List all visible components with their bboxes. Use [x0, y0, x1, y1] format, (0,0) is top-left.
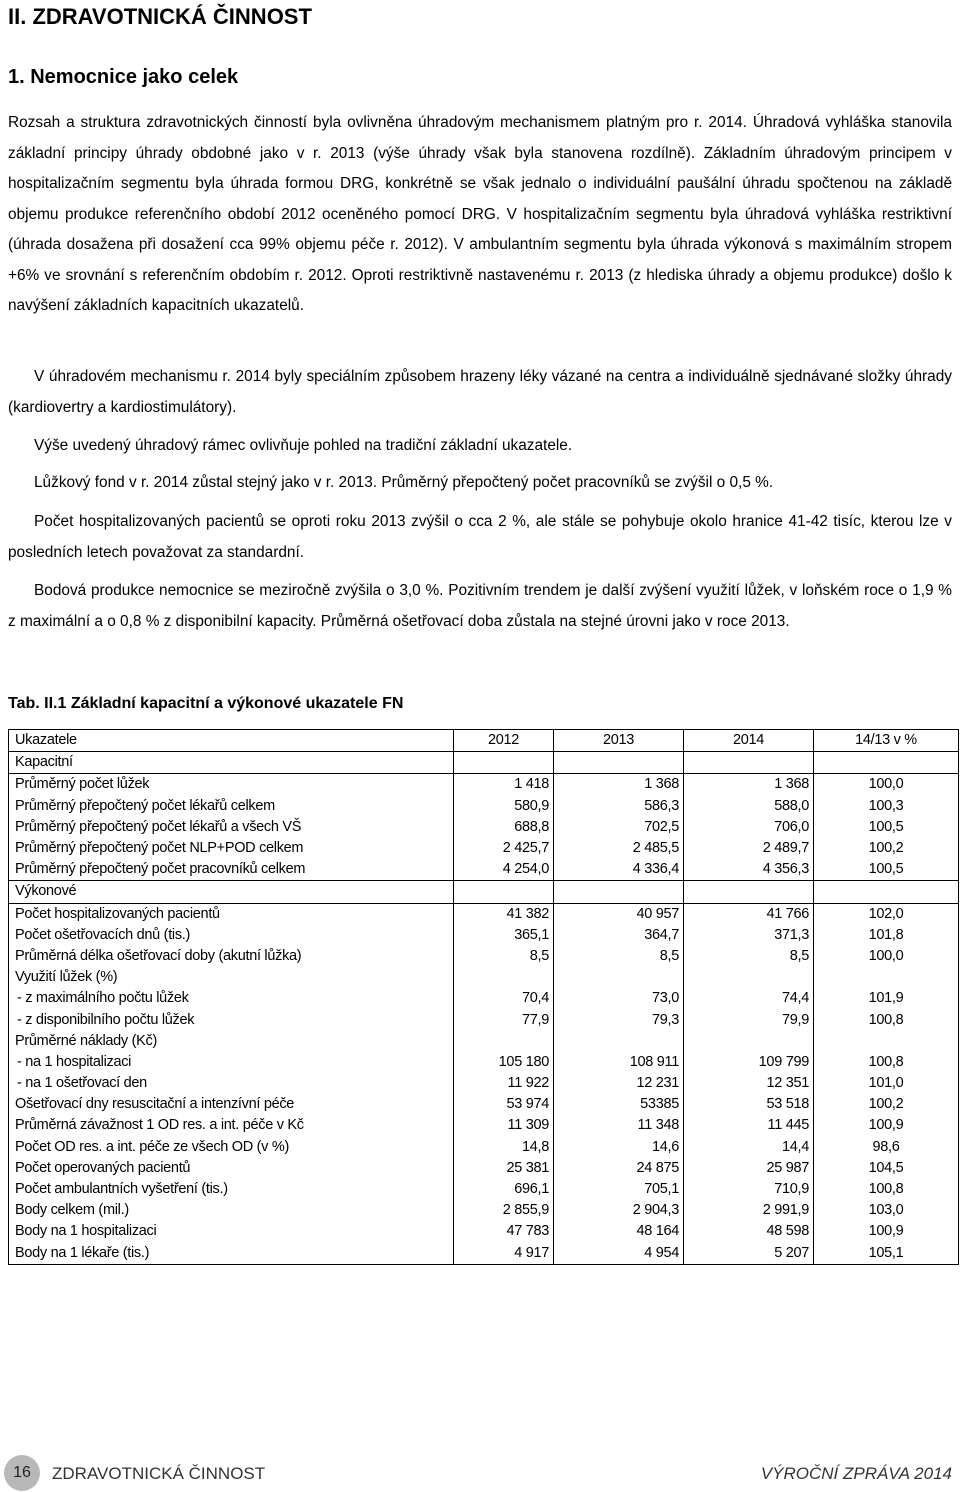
cell-change: 102,0 [814, 903, 959, 925]
cell-change: 103,0 [814, 1200, 959, 1221]
cell-2014: 25 987 [684, 1158, 814, 1179]
row-label: - z maximálního počtu lůžek [9, 988, 454, 1009]
table-row [9, 1137, 959, 1158]
table-caption: Tab. II.1 Základní kapacitní a výkonové ukazatele FN [8, 695, 404, 712]
cell-2012: 25 381 [454, 1158, 554, 1179]
table-section-row [9, 881, 959, 903]
row-label: - na 1 ošetřovací den [9, 1073, 454, 1094]
cell-2013: 73,0 [554, 988, 684, 1009]
cell-2014: 1 368 [684, 774, 814, 796]
cell-2014: 2 489,7 [684, 838, 814, 859]
cell-change: 100,9 [814, 1115, 959, 1136]
cell-2013: 705,1 [554, 1179, 684, 1200]
cell-2013: 53385 [554, 1094, 684, 1115]
table-row [9, 988, 959, 1009]
cell-2013: 702,5 [554, 817, 684, 838]
table-row [9, 817, 959, 838]
cell-2013: 40 957 [554, 903, 684, 925]
cell-2012: 2 855,9 [454, 1200, 554, 1221]
row-label: Počet ambulantních vyšetření (tis.) [9, 1179, 454, 1200]
cell-2012: 70,4 [454, 988, 554, 1009]
cell-2014: 11 445 [684, 1115, 814, 1136]
cell-2013: 8,5 [554, 946, 684, 967]
paragraph-drugs-centers: V úhradovém mechanismu r. 2014 byly speciálním způsobem hrazeny léky vázané na centra a individuálně sjednávané složky úhrady (kardiovertry a kardiostimulátory). [8, 368, 952, 416]
cell-2012: 4 254,0 [454, 859, 554, 881]
cell-2014: 371,3 [684, 925, 814, 946]
cell-2012: 8,5 [454, 946, 554, 967]
cell-2013: 24 875 [554, 1158, 684, 1179]
table-section-row [9, 752, 959, 774]
header-change-pct: 14/13 v % [814, 730, 959, 752]
cell-2012: 688,8 [454, 817, 554, 838]
cell-2012: 580,9 [454, 796, 554, 817]
cell-2013: 12 231 [554, 1073, 684, 1094]
table-row [9, 1200, 959, 1221]
row-label: Průměrná závažnost 1 OD res. a int. péče v Kč [9, 1115, 454, 1136]
cell-2012: 4 917 [454, 1243, 554, 1265]
section-title: 1. Nemocnice jako celek [8, 66, 239, 88]
row-label: Počet OD res. a int. péče ze všech OD (v %) [9, 1137, 454, 1158]
cell-2013: 11 348 [554, 1115, 684, 1136]
cell-2014: 41 766 [684, 903, 814, 925]
cell-2013: 79,3 [554, 1009, 684, 1030]
cell-change: 100,0 [814, 946, 959, 967]
cell-2013: 364,7 [554, 925, 684, 946]
table-row [9, 925, 959, 946]
cell-2012: 11 309 [454, 1115, 554, 1136]
row-label: Průměrný přepočtený počet lékařů a všech VŠ [9, 817, 454, 838]
cell-2014: 5 207 [684, 1243, 814, 1265]
row-label: Průměrný počet lůžek [9, 774, 454, 796]
table-row [9, 946, 959, 967]
cell-2013: 108 911 [554, 1052, 684, 1073]
cell-change: 100,3 [814, 796, 959, 817]
row-label: Průměrný přepočtený počet pracovníků celkem [9, 859, 454, 881]
indicators-table [8, 729, 959, 1265]
header-indicators: Ukazatele [9, 730, 454, 752]
table-row [9, 1115, 959, 1136]
cell-change: 100,8 [814, 1179, 959, 1200]
cell-2014: 53 518 [684, 1094, 814, 1115]
table-row [9, 1073, 959, 1094]
cell-2013: 4 954 [554, 1243, 684, 1265]
paragraph-payment-mechanism: Rozsah a struktura zdravotnických činností byla ovlivněna úhradovým mechanismem platným pro r. 2014. Úhradová vyhláška stanovila základní principy úhrady obdobné jako v r. 2013 (výše úhrady však byla stanovena rozdílně). Základním úhradovým principem v hospitalizačním segmentu byla úhrada formou DRG, konkrétně se však jednalo o individuální paušální úhradu spočtenou na základě objemu produkce referenčního období 2012 oceněného pomocí DRG. V hospitalizačním segmentu byla úhradová vyhláška restriktivní (úhrada dosažena při dosažení cca 99% objemu péče r. 2012). V ambulantním segmentu byla úhrada výkonová s maximálním stropem +6% ve srovnání s referenčním obdobím r. 2012. Oproti restriktivně nastavenému r. 2013 (z hlediska úhrady a objemu produkce) došlo k navýšení základních kapacitních ukazatelů. [8, 114, 952, 314]
paragraph-point-production: Bodová produkce nemocnice se meziročně zvýšila o 3,0 %. Pozitivním trendem je další zvýšení využití lůžek, v loňském roce o 1,9 % z maximální a o 0,8 % z disponibilní kapacity. Průměrná ošetřovací doba zůstala na stejné úrovni jako v roce 2013. [8, 582, 952, 630]
cell-2014: 48 598 [684, 1221, 814, 1242]
cell-2014: 706,0 [684, 817, 814, 838]
cell-change: 100,0 [814, 774, 959, 796]
cell-2012: 1 418 [454, 774, 554, 796]
cell-change: 101,9 [814, 988, 959, 1009]
table-row [9, 838, 959, 859]
table-row [9, 796, 959, 817]
cell-2012: 365,1 [454, 925, 554, 946]
cell-2012: 696,1 [454, 1179, 554, 1200]
cell-2014: 4 356,3 [684, 859, 814, 881]
table-row [9, 1052, 959, 1073]
header-2014: 2014 [684, 730, 814, 752]
footer-chapter-name: ZDRAVOTNICKÁ ČINNOST [52, 1464, 266, 1483]
table-row [9, 1179, 959, 1200]
cell-2014: 14,4 [684, 1137, 814, 1158]
row-label: Průměrný přepočtený počet lékařů celkem [9, 796, 454, 817]
table-header-row [9, 730, 959, 752]
cell-change: 100,5 [814, 817, 959, 838]
chapter-title: II. ZDRAVOTNICKÁ ČINNOST [8, 4, 312, 29]
cell-change: 100,5 [814, 859, 959, 881]
cell-change: 100,2 [814, 1094, 959, 1115]
cell-2014: 710,9 [684, 1179, 814, 1200]
cell-2012: 47 783 [454, 1221, 554, 1242]
row-label: Ošetřovací dny resuscitační a intenzívní péče [9, 1094, 454, 1115]
cell-change: 101,0 [814, 1073, 959, 1094]
row-label: - na 1 hospitalizaci [9, 1052, 454, 1073]
cell-change: 101,8 [814, 925, 959, 946]
table-row [9, 859, 959, 881]
row-label: Body na 1 hospitalizaci [9, 1221, 454, 1242]
header-2012: 2012 [454, 730, 554, 752]
cell-2012: 77,9 [454, 1009, 554, 1030]
cell-change: 98,6 [814, 1137, 959, 1158]
cell-2013: 14,6 [554, 1137, 684, 1158]
cell-2012: 11 922 [454, 1073, 554, 1094]
paragraph-framework: Výše uvedený úhradový rámec ovlivňuje pohled na tradiční základní ukazatele. [34, 437, 573, 454]
cell-2013: 2 904,3 [554, 1200, 684, 1221]
cell-2013: 1 368 [554, 774, 684, 796]
table-row [9, 903, 959, 925]
table-group-row [9, 1031, 959, 1052]
row-label: Využití lůžek (%) [9, 967, 454, 988]
footer-report-title: VÝROČNÍ ZPRÁVA 2014 [760, 1464, 952, 1483]
paragraph-bed-fund: Lůžkový fond v r. 2014 zůstal stejný jako v r. 2013. Průměrný přepočtený počet pracovníků se zvýšil o 0,5 %. [34, 474, 774, 491]
table-row [9, 1009, 959, 1030]
table-row [9, 1243, 959, 1265]
cell-2013: 2 485,5 [554, 838, 684, 859]
cell-change: 105,1 [814, 1243, 959, 1265]
cell-change: 100,2 [814, 838, 959, 859]
row-label: Body celkem (mil.) [9, 1200, 454, 1221]
cell-change: 100,9 [814, 1221, 959, 1242]
cell-2013: 4 336,4 [554, 859, 684, 881]
cell-2014: 12 351 [684, 1073, 814, 1094]
cell-change: 100,8 [814, 1009, 959, 1030]
cell-2012: 41 382 [454, 903, 554, 925]
table-row [9, 1094, 959, 1115]
row-label: Body na 1 lékaře (tis.) [9, 1243, 454, 1265]
row-label: Počet operovaných pacientů [9, 1158, 454, 1179]
cell-change: 104,5 [814, 1158, 959, 1179]
row-label: Počet ošetřovacích dnů (tis.) [9, 925, 454, 946]
cell-2014: 79,9 [684, 1009, 814, 1030]
page-number: 16 [4, 1455, 40, 1491]
row-label: - z disponibilního počtu lůžek [9, 1009, 454, 1030]
table-row [9, 1158, 959, 1179]
cell-2012: 53 974 [454, 1094, 554, 1115]
cell-2012: 2 425,7 [454, 838, 554, 859]
section-label: Kapacitní [9, 752, 454, 774]
cell-2012: 105 180 [454, 1052, 554, 1073]
table-group-row [9, 967, 959, 988]
cell-change: 100,8 [814, 1052, 959, 1073]
table-row [9, 774, 959, 796]
row-label: Průměrná délka ošetřovací doby (akutní lůžka) [9, 946, 454, 967]
cell-2013: 48 164 [554, 1221, 684, 1242]
cell-2014: 109 799 [684, 1052, 814, 1073]
cell-2014: 8,5 [684, 946, 814, 967]
row-label: Počet hospitalizovaných pacientů [9, 903, 454, 925]
paragraph-hospitalized: Počet hospitalizovaných pacientů se oproti roku 2013 zvýšil o cca 2 %, ale stále se pohybuje okolo hranice 41-42 tisíc, kterou lze v posledních letech považovat za standardní. [8, 513, 952, 561]
header-2013: 2013 [554, 730, 684, 752]
cell-2014: 74,4 [684, 988, 814, 1009]
cell-2013: 586,3 [554, 796, 684, 817]
row-label: Průměrný přepočtený počet NLP+POD celkem [9, 838, 454, 859]
row-label: Průměrné náklady (Kč) [9, 1031, 454, 1052]
section-label: Výkonové [9, 881, 454, 903]
table-row [9, 1221, 959, 1242]
cell-2014: 588,0 [684, 796, 814, 817]
cell-2012: 14,8 [454, 1137, 554, 1158]
cell-2014: 2 991,9 [684, 1200, 814, 1221]
